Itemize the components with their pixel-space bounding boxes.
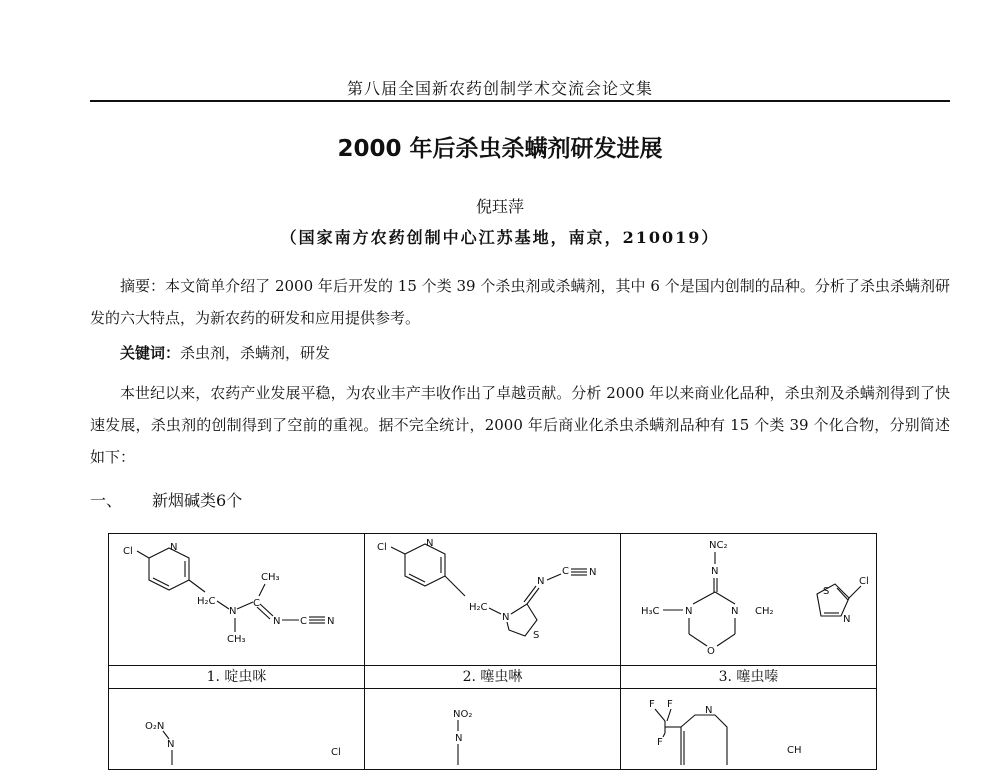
svg-text:CH₃: CH₃	[227, 634, 246, 645]
author: 倪珏萍	[475, 197, 524, 216]
header-rule	[90, 100, 950, 102]
svg-text:N: N	[731, 606, 739, 617]
structure-5-partial	[365, 689, 620, 769]
affiliation: （国家南方农药创制中心江苏基地，南京，210019）	[280, 228, 720, 247]
svg-text:NC₂: NC₂	[709, 540, 728, 551]
svg-text:H₃C: H₃C	[641, 606, 660, 617]
section-heading	[90, 488, 242, 511]
svg-text:C: C	[562, 566, 569, 577]
keywords-label: 关键词：	[120, 344, 181, 362]
compound-caption-1: 1. 啶虫咪	[109, 666, 365, 689]
compound-caption-3: 3. 噻虫嗪	[621, 666, 877, 689]
section-number: 一、	[90, 491, 123, 510]
svg-text:H₂C: H₂C	[197, 596, 216, 607]
svg-text:N: N	[502, 612, 510, 623]
svg-text:H₂C: H₂C	[469, 602, 488, 613]
svg-text:Cl: Cl	[377, 542, 387, 553]
svg-text:N: N	[843, 614, 851, 625]
svg-text:S: S	[533, 630, 540, 641]
svg-text:C: C	[300, 616, 307, 627]
svg-text:F: F	[667, 699, 673, 710]
svg-text:F: F	[649, 699, 655, 710]
svg-text:N: N	[273, 616, 281, 627]
keywords	[90, 337, 950, 369]
paper-title: 2000 年后杀虫杀螨剂研发进展	[337, 136, 663, 162]
keywords-text: 杀虫剂，杀螨剂，研发	[180, 344, 331, 362]
structure-cell-1	[109, 534, 365, 666]
intro-paragraph: 本世纪以来，农药产业发展平稳，为农业丰产丰收作出了卓越贡献。分析 2000 年以来商业化品种，杀虫剂及杀螨剂得到了快速发展，杀虫剂的创制得到了空前的重视。据不完全统计，2000 年后商业化杀虫杀螨剂品种有 15 个类 39 个化合物，分别简述如下：	[90, 384, 950, 466]
svg-text:N: N	[455, 733, 463, 744]
svg-text:Cl: Cl	[331, 747, 341, 758]
svg-text:Cl: Cl	[123, 546, 133, 557]
compound-table	[108, 533, 877, 770]
structure-thiamethoxam	[621, 534, 876, 665]
structure-cell-5	[365, 689, 621, 770]
svg-text:N: N	[705, 705, 713, 716]
structure-thiacloprid	[365, 534, 620, 665]
compound-caption-2: 2. 噻虫啉	[365, 666, 621, 689]
svg-text:CH₂: CH₂	[755, 606, 774, 617]
svg-text:N: N	[170, 542, 178, 553]
svg-text:N: N	[426, 538, 434, 549]
svg-text:S: S	[823, 586, 830, 597]
svg-text:N: N	[229, 606, 237, 617]
structure-6-partial	[621, 689, 876, 769]
svg-text:NO₂: NO₂	[453, 709, 473, 720]
structure-acetamiprid	[109, 534, 364, 665]
svg-text:N: N	[327, 616, 335, 627]
svg-text:N: N	[537, 576, 545, 587]
structure-cell-6	[621, 689, 877, 770]
svg-text:O₂N: O₂N	[145, 721, 165, 732]
svg-text:CH: CH	[787, 745, 802, 756]
structure-cell-2	[365, 534, 621, 666]
svg-text:Cl: Cl	[859, 576, 869, 587]
svg-text:N: N	[685, 606, 693, 617]
svg-text:O: O	[707, 646, 715, 657]
running-head: 第八届全国新农药创制学术交流会论文集	[346, 79, 653, 98]
section-title: 新烟碱类6个	[152, 491, 243, 510]
abstract: 摘要：本文简单介绍了 2000 年后开发的 15 个类 39 个杀虫剂或杀螨剂，其中 6 个是国内创制的品种。分析了杀虫杀螨剂研发的六大特点，为新农药的研发和应用提供参考。	[90, 277, 950, 327]
structure-cell-3	[621, 534, 877, 666]
svg-text:N: N	[711, 566, 719, 577]
svg-text:CH₃: CH₃	[261, 572, 280, 583]
svg-text:F: F	[657, 737, 663, 748]
structure-4-partial	[109, 689, 364, 769]
svg-text:N: N	[589, 567, 597, 578]
structure-cell-4	[109, 689, 365, 770]
svg-text:N: N	[167, 739, 175, 750]
svg-text:C: C	[253, 598, 260, 609]
